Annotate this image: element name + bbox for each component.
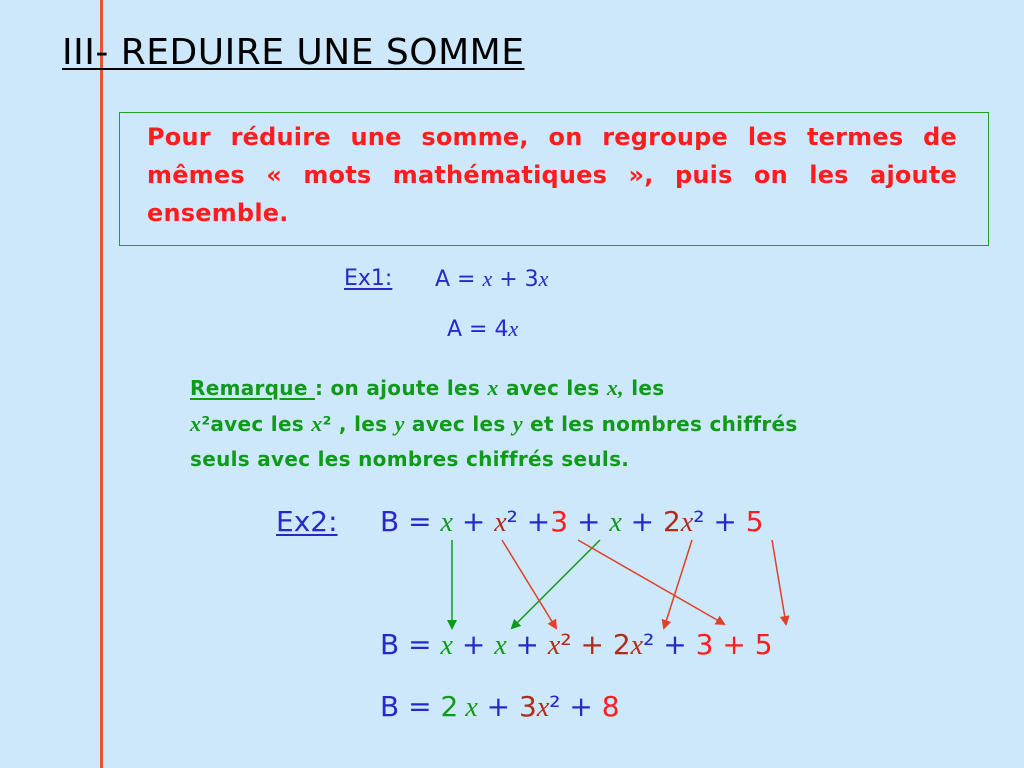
ex1-line1-plus: + 3 [492, 267, 539, 292]
remark-var: y [512, 411, 523, 436]
remark-text: avec les [404, 412, 513, 436]
remark-var: x, [606, 375, 624, 400]
eq-term: x [609, 507, 622, 538]
eq-number: 2 [663, 505, 681, 538]
remark-var: y [394, 411, 405, 436]
eq-part: + [506, 628, 548, 661]
remark-text: les [623, 376, 665, 400]
eq-part: B = [380, 505, 441, 538]
remark-var: x [487, 375, 499, 400]
remark-var: x [190, 411, 202, 436]
eq-number: 2 [612, 628, 631, 661]
ex1-line2-term1: x [508, 316, 519, 341]
eq-part: ² + [549, 690, 602, 723]
arrow-2x2-term [664, 540, 692, 628]
eq-part: B = [380, 690, 441, 723]
ex1-label-text: Ex1: [344, 266, 393, 291]
arrow-x2 [512, 540, 600, 628]
eq-part: ² + [560, 628, 613, 661]
eq-part: ² + [506, 505, 551, 538]
eq-number: 3 [519, 690, 537, 723]
eq-term: x [680, 507, 694, 538]
ex2-label-text: Ex2: [276, 505, 338, 538]
arrow-5 [772, 540, 786, 624]
eq-term: x [440, 507, 453, 538]
remark-var: x [311, 411, 323, 436]
eq-number: 3 [550, 505, 569, 538]
eq-part: + [568, 505, 610, 538]
remark-text: ²avec les [201, 412, 312, 436]
ex1-line1-lhs: A = [435, 267, 483, 292]
ex1-line1-term1: x [482, 266, 493, 291]
remark-text: avec les [498, 376, 607, 400]
eq-part: ² + [643, 628, 696, 661]
eq-part: ² + [693, 505, 746, 538]
eq-number: 8 [601, 690, 620, 723]
remark-text: et les nombres chiffrés seuls avec les nombres chiffrés seuls. [190, 412, 798, 471]
eq-number: 2 [440, 690, 459, 723]
remark-label: Remarque [190, 376, 315, 400]
remark-text: : on ajoute les [314, 376, 488, 400]
eq-part: + [452, 505, 495, 538]
remark-text: ² , les [322, 412, 395, 436]
ex1-line2-lhs: A = 4 [447, 317, 509, 342]
eq-part: + [452, 628, 495, 661]
eq-part: + [621, 505, 664, 538]
eq-term: x [494, 507, 507, 538]
eq-term: x [547, 630, 561, 661]
eq-term: x [458, 692, 478, 723]
arrow-3 [578, 540, 724, 624]
eq-part: + [477, 690, 520, 723]
eq-number: 5 [745, 505, 764, 538]
eq-term: x [536, 692, 550, 723]
eq-number: 5 [754, 628, 773, 661]
slide-title: III- REDUIRE UNE SOMME [62, 32, 525, 73]
eq-term: x [440, 630, 453, 661]
eq-term: x [494, 630, 507, 661]
eq-number: 3 [695, 628, 714, 661]
eq-part: + [713, 628, 755, 661]
arrow-x2-term [502, 540, 556, 628]
eq-term: x [630, 630, 644, 661]
ex1-line1-term2: x [538, 266, 549, 291]
eq-part: B = [380, 628, 441, 661]
rule-text: Pour réduire une somme, on regroupe les termes de mêmes « mots mathématiques », puis on les ajoute ensemble. [147, 123, 957, 227]
